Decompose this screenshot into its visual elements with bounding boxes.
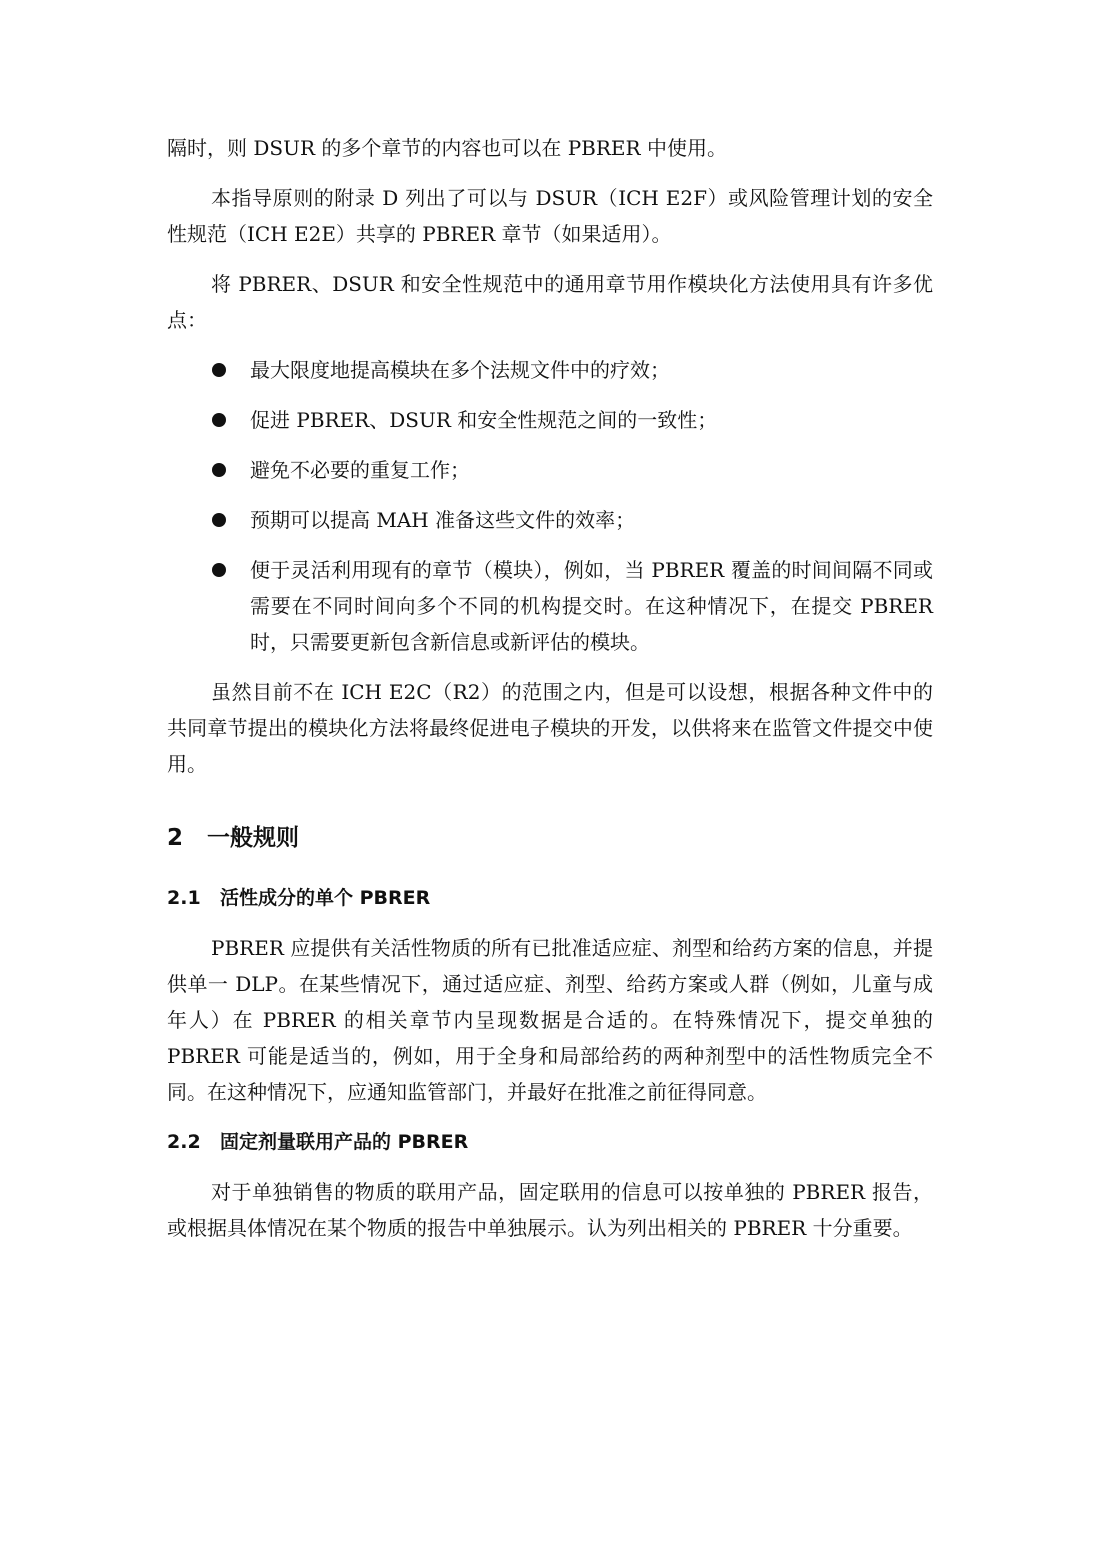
list-item-text: 最大限度地提高模块在多个法规文件中的疗效； <box>250 358 670 382</box>
subsection-title: 活性成分的单个 PBRER <box>220 887 431 909</box>
document-page <box>167 130 933 1260</box>
advantages-list <box>167 352 933 660</box>
section-number: 2 <box>167 825 184 851</box>
section-2-1-heading <box>167 880 933 916</box>
list-item <box>167 502 933 538</box>
list-item <box>167 452 933 488</box>
section-title: 一般规则 <box>207 825 299 851</box>
bullet-dot-icon <box>212 413 226 427</box>
list-item-text: 促进 PBRER、DSUR 和安全性规范之间的一致性； <box>250 408 718 432</box>
bullet-dot-icon <box>212 513 226 527</box>
paragraph-appendix-d: 本指导原则的附录 D 列出了可以与 DSUR（ICH E2F）或风险管理计划的安全性规范（ICH E2E）共享的 PBRER 章节（如果适用）。 <box>167 186 933 246</box>
list-item-text: 避免不必要的重复工作； <box>250 458 470 482</box>
subsection-title: 固定剂量联用产品的 PBRER <box>220 1131 469 1153</box>
section-2-2-heading <box>167 1124 933 1160</box>
paragraph-modular-advantages: 将 PBRER、DSUR 和安全性规范中的通用章节用作模块化方法使用具有许多优点： <box>167 272 933 332</box>
section-2-2-body: 对于单独销售的物质的联用产品，固定联用的信息可以按单独的 PBRER 报告，或根据具体情况在某个物质的报告中单独展示。认为列出相关的 PBRER 十分重要。 <box>167 1180 933 1240</box>
subsection-number: 2.1 <box>167 887 201 909</box>
section-2-heading <box>167 820 933 856</box>
section-2-1-body: PBRER 应提供有关活性物质的所有已批准适应症、剂型和给药方案的信息，并提供单一 DLP。在某些情况下，通过适应症、剂型、给药方案或人群（例如，儿童与成年人）在 PBRER 的相关章节内呈现数据是合适的。在特殊情况下，提交单独的 PBRER 可能是适当的，例如，用于全身和局部给药的两种剂型中的活性物质完全不同。在这种情况下，应通知监管部门，并最好在批准之前征得同意。 <box>167 936 933 1104</box>
list-item <box>167 352 933 388</box>
list-item-text: 预期可以提高 MAH 准备这些文件的效率； <box>250 508 636 532</box>
list-item-text: 便于灵活利用现有的章节（模块），例如，当 PBRER 覆盖的时间间隔不同或需要在不同时间向多个不同的机构提交时。在这种情况下，在提交 PBRER 时，只需要更新包含新信息或新评估的模块。 <box>250 558 933 654</box>
bullet-dot-icon <box>212 463 226 477</box>
bullet-dot-icon <box>212 563 226 577</box>
subsection-number: 2.2 <box>167 1131 201 1153</box>
paragraph-continued: 隔时，则 DSUR 的多个章节的内容也可以在 PBRER 中使用。 <box>167 136 727 160</box>
list-item <box>167 552 933 660</box>
list-item <box>167 402 933 438</box>
paragraph-electronic-modules: 虽然目前不在 ICH E2C（R2）的范围之内，但是可以设想，根据各种文件中的共同章节提出的模块化方法将最终促进电子模块的开发，以供将来在监管文件提交中使用。 <box>167 680 933 776</box>
bullet-dot-icon <box>212 363 226 377</box>
